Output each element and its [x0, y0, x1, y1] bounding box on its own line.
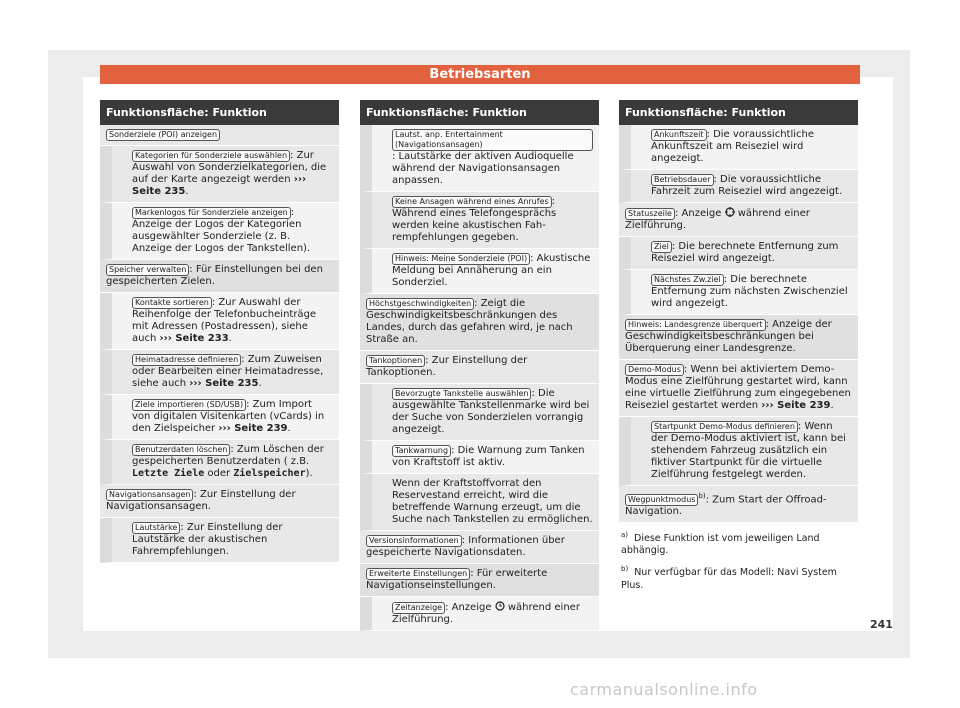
- footnotes: [619, 529, 858, 591]
- function-button-label: Kontakte sortieren: [132, 297, 212, 309]
- row-description: : Während eines Telefongesprächs werden keine akustischen Fahrempfehlungen gegeben.: [392, 196, 557, 243]
- table-column-3: [619, 100, 858, 592]
- row-description: Wenn der Kraftstoffvorrat den Reservestand erreicht, wird die betreffende Warnung erzeugt, um die Suche nach Tankstellen zu ermöglichen.: [392, 478, 593, 525]
- footnote-marker: b): [621, 565, 629, 574]
- function-button-label: Tankoptionen: [366, 355, 425, 367]
- table-row: [360, 597, 599, 631]
- table-row: [360, 384, 599, 441]
- function-button-label: Speicher verwalten: [106, 264, 189, 276]
- row-description: .: [228, 333, 232, 344]
- column-body: [100, 125, 339, 563]
- table-row: [360, 351, 599, 384]
- function-button-label: Nächstes Zw.ziel: [651, 274, 724, 286]
- row-description: : Die ausgewählte Tankstellenmarke wird bei der Suche von Sonderzielen vorrangig angezeigt.: [392, 388, 590, 435]
- function-button-label: Kategorien für Sonderziele auswählen: [132, 150, 290, 162]
- table-row: [100, 125, 339, 146]
- row-description: : Die voraussichtliche Fahrzeit zum Reiseziel wird angezeigt.: [651, 174, 843, 197]
- row-description: : Zur Einstellung der Tankoptionen.: [366, 355, 528, 378]
- row-description: : Wenn der Demo-Modus aktiviert ist, kann bei stehendem Fahrzeug zusätzlich ein fiktiver Startpunkt für die virtuelle Zielführung festgelegt werden.: [651, 421, 846, 480]
- function-button-label: Startpunkt Demo-Modus definieren: [651, 421, 798, 433]
- column-header: Funktionsfläche: Funktion: [619, 100, 858, 125]
- table-row: [619, 360, 858, 417]
- row-description: : Zur Auswahl der Reihenfolge der Telefonbucheinträge mit Adressen (Postadressen), siehe auch: [132, 297, 317, 344]
- footnote-text: Diese Funktion ist vom jeweiligen Land abhängig.: [621, 533, 820, 557]
- footnote: [621, 529, 858, 557]
- table-column-1: [100, 100, 339, 563]
- row-description: : Wenn bei aktiviertem Demo-Modus eine Zielführung gestartet wird, kann eine virtuelle Zielführung zum eingegebenen Reiseziel gestartet werden: [625, 364, 851, 411]
- section-header: Betriebsarten: [100, 65, 860, 84]
- row-description: während einer Zielführung.: [392, 602, 580, 625]
- table-row: [619, 170, 858, 203]
- watermark: carmanualsonline.info: [570, 680, 758, 699]
- row-description: : Zum Löschen der gespeicherten Benutzerdaten ( z.B.: [132, 444, 324, 467]
- row-description: : Anzeige: [445, 602, 495, 613]
- page-reference-link[interactable]: ››› Seite 233: [159, 333, 229, 344]
- function-button-label: Statuszeile: [625, 208, 675, 220]
- function-button-label: Benutzerdaten löschen: [132, 444, 230, 456]
- page-reference-link[interactable]: ››› Seite 235: [189, 378, 259, 389]
- function-button-label: Lautstärke: [132, 522, 180, 534]
- table-row: [100, 485, 339, 518]
- function-button-label: Navigationsansagen: [106, 489, 193, 501]
- page-number: 241: [870, 618, 893, 631]
- function-button-label: Erweiterte Einstellungen: [366, 568, 470, 580]
- row-description: .: [258, 378, 262, 389]
- table-row: [100, 395, 339, 440]
- table-row: [619, 486, 858, 523]
- table-row: [360, 564, 599, 597]
- row-description: : Zum Start der Offroad-Navigation.: [625, 494, 827, 518]
- row-description: : Akustische Meldung bei Annäherung an ein Sonderziel.: [392, 253, 591, 288]
- function-button-label: Hinweis: Meine Sonderziele (POI): [392, 253, 530, 265]
- table-row: [100, 203, 339, 260]
- row-description: oder: [204, 468, 234, 479]
- column-header: Funktionsfläche: Funktion: [100, 100, 339, 125]
- footnote-text: Nur verfügbar für das Modell: Navi System Plus.: [621, 567, 837, 591]
- function-button-label: Hinweis: Landesgrenze überquert: [625, 319, 766, 331]
- row-description: : Zur Einstellung der Navigationsansagen.: [106, 489, 296, 512]
- menu-term: Letzte Ziele: [132, 468, 205, 479]
- function-button-label: Demo-Modus: [625, 364, 684, 376]
- function-button-label: Zeitanzeige: [392, 602, 445, 614]
- table-row: [360, 125, 599, 192]
- function-button-label: Wegpunktmodus: [625, 494, 698, 506]
- footnote-marker: a): [621, 531, 629, 540]
- table-row: [100, 260, 339, 293]
- row-description: : Die Warnung zum Tanken von Kraftstoff ist aktiv.: [392, 445, 585, 468]
- row-description: : Zur Auswahl von Sonderzielkategorien, die auf der Karte angezeigt werden: [132, 150, 327, 185]
- function-button-label: Betriebsdauer: [651, 174, 714, 186]
- function-button-label: Lautst. anp. Entertainment (Navigationsansagen): [392, 129, 593, 151]
- row-description: : Lautstärke der aktiven Audioquelle während der Navigationsansagen anpassen.: [392, 151, 574, 186]
- row-description: : Die voraussichtliche Ankunftszeit am Reiseziel wird angezeigt.: [651, 129, 815, 164]
- table-row: [100, 350, 339, 395]
- page-reference-link[interactable]: ››› Seite 235: [132, 174, 307, 197]
- column-header: Funktionsfläche: Funktion: [360, 100, 599, 125]
- table-row: [619, 237, 858, 270]
- row-description: : Anzeige: [674, 208, 725, 219]
- column-body: [619, 125, 858, 523]
- function-button-label: Bevorzugte Tankstelle auswählen: [392, 388, 531, 400]
- table-row: [360, 249, 599, 294]
- row-description: : Anzeige der Geschwindigkeitsbeschränkungen bei Überquerung einer Landesgrenze.: [625, 319, 832, 354]
- function-button-label: Versionsinformationen: [366, 535, 462, 547]
- table-row: [360, 192, 599, 249]
- table-row: [100, 146, 339, 203]
- page-reference-link[interactable]: ››› Seite 239: [761, 400, 831, 411]
- table-row: [360, 294, 599, 351]
- row-description: : Zum Import von digitalen Visitenkarten (vCards) in den Zielspeicher: [132, 399, 325, 434]
- row-description: während einer Zielführung.: [625, 208, 810, 231]
- column-body: [360, 125, 599, 631]
- function-button-label: Heimatadresse definieren: [132, 354, 241, 366]
- table-row: [619, 203, 858, 237]
- function-button-label: Tankwarnung: [392, 445, 451, 457]
- row-description: : Informationen über gespeicherte Navigationsdaten.: [366, 535, 565, 558]
- function-button-label: Ziel: [651, 241, 672, 253]
- row-description: : Die berechnete Entfernung zum Reiseziel wird angezeigt.: [651, 241, 839, 264]
- function-button-label: Ankunftszeit: [651, 129, 707, 141]
- function-button-label: Sonderziele (POI) anzeigen: [106, 129, 220, 141]
- function-button-label: Höchstgeschwindigkeiten: [366, 298, 474, 310]
- footnote: [621, 563, 858, 591]
- row-description: ).: [305, 468, 313, 479]
- table-row: [619, 315, 858, 360]
- menu-term: Zielspeicher: [233, 468, 306, 479]
- target-icon: [725, 207, 735, 217]
- table-row: [619, 270, 858, 315]
- page-reference-link[interactable]: ››› Seite 239: [218, 423, 288, 434]
- table-row: [100, 293, 339, 350]
- row-description: : Die berechnete Entfernung zum nächsten Zwischenziel wird angezeigt.: [651, 274, 848, 309]
- footnote-marker: b): [698, 492, 706, 500]
- row-description: : Zeigt die Geschwindigkeitsbeschränkungen des Landes, durch das gefahren wird, je nach Straße an.: [366, 298, 573, 345]
- table-row: [360, 531, 599, 564]
- clock-icon: [495, 601, 505, 611]
- row-description: : Anzeige der Logos der Kategorien ausgewählter Sonderziele (z. B. Anzeige der Logos der Tankstellen).: [132, 207, 311, 254]
- table-column-2: [360, 100, 599, 631]
- function-button-label: Markenlogos für Sonderziele anzeigen: [132, 207, 291, 219]
- table-row: [360, 474, 599, 531]
- row-description: : Zum Zuweisen oder Bearbeiten einer Heimatadresse, siehe auch: [132, 354, 324, 389]
- function-button-label: Ziele importieren (SD/USB): [132, 399, 246, 411]
- row-description: : Für erweiterte Navigationseinstellungen.: [366, 568, 548, 591]
- row-description: .: [185, 186, 189, 197]
- row-description: .: [830, 400, 834, 411]
- table-row: [619, 125, 858, 170]
- function-button-label: Keine Ansagen während eines Anrufes: [392, 196, 552, 208]
- table-row: [100, 440, 339, 485]
- table-row: [100, 518, 339, 563]
- table-row: [360, 441, 599, 474]
- row-description: : Für Einstellungen bei den gespeicherten Zielen.: [106, 264, 323, 287]
- table-row: [619, 417, 858, 486]
- row-description: : Zur Einstellung der Lautstärke der akustischen Fahrempfehlungen.: [132, 522, 283, 557]
- row-description: .: [287, 423, 291, 434]
